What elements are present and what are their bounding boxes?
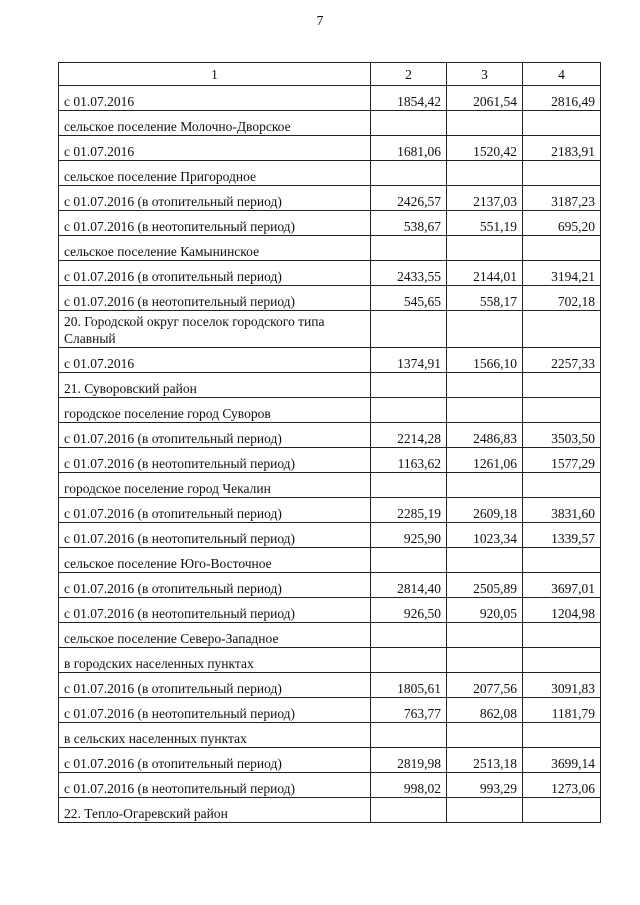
header-col-2: 2 <box>371 63 447 86</box>
row-label-cell: сельское поселение Северо-Западное <box>59 623 371 648</box>
row-value-col-2: 2426,57 <box>371 186 447 211</box>
table-row <box>59 598 601 623</box>
row-label-cell: сельское поселение Пригородное <box>59 161 371 186</box>
row-value-col-4: 3194,21 <box>523 261 601 286</box>
row-value-col-4: 1577,29 <box>523 448 601 473</box>
row-value-col-2: 1163,62 <box>371 448 447 473</box>
table-row <box>59 448 601 473</box>
row-value-col-3 <box>447 623 523 648</box>
row-value-col-3: 1261,06 <box>447 448 523 473</box>
row-value-col-4 <box>523 723 601 748</box>
row-value-col-2: 2214,28 <box>371 423 447 448</box>
row-value-col-3: 1566,10 <box>447 348 523 373</box>
row-value-col-2 <box>371 723 447 748</box>
row-value-col-2: 1374,91 <box>371 348 447 373</box>
table-row <box>59 398 601 423</box>
table-row <box>59 523 601 548</box>
row-value-col-2: 763,77 <box>371 698 447 723</box>
row-value-col-3 <box>447 373 523 398</box>
row-label-cell: городское поселение город Суворов <box>59 398 371 423</box>
table-row <box>59 261 601 286</box>
row-value-col-3 <box>447 798 523 823</box>
row-value-col-4 <box>523 311 601 348</box>
row-value-col-2 <box>371 161 447 186</box>
row-value-col-2 <box>371 623 447 648</box>
table-row <box>59 723 601 748</box>
row-value-col-2: 925,90 <box>371 523 447 548</box>
row-value-col-3: 2061,54 <box>447 86 523 111</box>
row-value-col-3 <box>447 236 523 261</box>
row-value-col-4: 2816,49 <box>523 86 601 111</box>
row-value-col-4 <box>523 548 601 573</box>
row-value-col-3: 2609,18 <box>447 498 523 523</box>
row-value-col-3 <box>447 723 523 748</box>
row-value-col-4 <box>523 111 601 136</box>
row-value-col-2: 1805,61 <box>371 673 447 698</box>
row-value-col-2: 1854,42 <box>371 86 447 111</box>
row-value-col-4: 1181,79 <box>523 698 601 723</box>
row-value-col-4: 1204,98 <box>523 598 601 623</box>
table-row <box>59 311 601 348</box>
row-label-cell: с 01.07.2016 (в неотопительный период) <box>59 773 371 798</box>
header-col-1: 1 <box>59 63 371 86</box>
row-label-cell: с 01.07.2016 (в неотопительный период) <box>59 448 371 473</box>
row-value-col-2: 2814,40 <box>371 573 447 598</box>
row-value-col-3: 2486,83 <box>447 423 523 448</box>
row-value-col-3 <box>447 548 523 573</box>
row-value-col-2 <box>371 548 447 573</box>
row-value-col-3: 2144,01 <box>447 261 523 286</box>
row-value-col-3: 1520,42 <box>447 136 523 161</box>
row-label-cell: с 01.07.2016 (в неотопительный период) <box>59 523 371 548</box>
row-value-col-2 <box>371 111 447 136</box>
row-label-cell: 21. Суворовский район <box>59 373 371 398</box>
table-row <box>59 161 601 186</box>
row-label-cell: сельское поселение Камынинское <box>59 236 371 261</box>
row-value-col-2 <box>371 311 447 348</box>
row-value-col-4 <box>523 623 601 648</box>
table-row <box>59 186 601 211</box>
table-row <box>59 211 601 236</box>
row-label-cell: городское поселение город Чекалин <box>59 473 371 498</box>
table-row <box>59 348 601 373</box>
row-value-col-3: 920,05 <box>447 598 523 623</box>
row-value-col-3: 558,17 <box>447 286 523 311</box>
page-number: 7 <box>316 14 324 29</box>
row-value-col-4: 3091,83 <box>523 673 601 698</box>
row-value-col-4 <box>523 236 601 261</box>
row-value-col-4 <box>523 648 601 673</box>
row-value-col-3: 2513,18 <box>447 748 523 773</box>
row-value-col-2: 1681,06 <box>371 136 447 161</box>
row-value-col-3: 2505,89 <box>447 573 523 598</box>
row-value-col-3: 1023,34 <box>447 523 523 548</box>
row-value-col-2: 926,50 <box>371 598 447 623</box>
table-row <box>59 648 601 673</box>
row-value-col-4: 2183,91 <box>523 136 601 161</box>
row-value-col-3: 993,29 <box>447 773 523 798</box>
row-value-col-3 <box>447 473 523 498</box>
table-row <box>59 373 601 398</box>
row-value-col-4: 2257,33 <box>523 348 601 373</box>
row-value-col-2: 2285,19 <box>371 498 447 523</box>
row-label-cell: с 01.07.2016 (в отопительный период) <box>59 673 371 698</box>
row-value-col-3: 2137,03 <box>447 186 523 211</box>
row-label-cell: сельское поселение Молочно-Дворское <box>59 111 371 136</box>
table-row <box>59 748 601 773</box>
row-label-cell: с 01.07.2016 (в неотопительный период) <box>59 598 371 623</box>
row-value-col-2 <box>371 236 447 261</box>
row-label-cell: с 01.07.2016 (в отопительный период) <box>59 186 371 211</box>
table-row <box>59 473 601 498</box>
row-value-col-4: 702,18 <box>523 286 601 311</box>
row-value-col-4: 3697,01 <box>523 573 601 598</box>
table-header-row <box>59 63 601 86</box>
row-value-col-2: 2819,98 <box>371 748 447 773</box>
row-value-col-2: 545,65 <box>371 286 447 311</box>
row-value-col-3: 862,08 <box>447 698 523 723</box>
table-row <box>59 286 601 311</box>
row-value-col-2: 998,02 <box>371 773 447 798</box>
row-value-col-2 <box>371 473 447 498</box>
table-row <box>59 136 601 161</box>
table-row <box>59 573 601 598</box>
row-value-col-4 <box>523 798 601 823</box>
row-label-cell: с 01.07.2016 (в неотопительный период) <box>59 698 371 723</box>
row-label-cell: с 01.07.2016 (в отопительный период) <box>59 261 371 286</box>
table-row <box>59 423 601 448</box>
table-row <box>59 798 601 823</box>
tariff-table <box>58 62 601 823</box>
table-row <box>59 623 601 648</box>
row-value-col-2 <box>371 648 447 673</box>
table-row <box>59 498 601 523</box>
row-value-col-2 <box>371 798 447 823</box>
table-row <box>59 773 601 798</box>
row-value-col-4 <box>523 161 601 186</box>
table-row <box>59 698 601 723</box>
row-value-col-4: 3503,50 <box>523 423 601 448</box>
row-value-col-4 <box>523 473 601 498</box>
row-value-col-3 <box>447 311 523 348</box>
row-label-cell: с 01.07.2016 (в отопительный период) <box>59 498 371 523</box>
row-label-cell: в сельских населенных пунктах <box>59 723 371 748</box>
row-value-col-4: 3831,60 <box>523 498 601 523</box>
row-label-cell: в городских населенных пунктах <box>59 648 371 673</box>
row-label-cell: сельское поселение Юго-Восточное <box>59 548 371 573</box>
row-label-cell: с 01.07.2016 (в отопительный период) <box>59 423 371 448</box>
row-label-cell: 20. Городской округ поселок городского типа Славный <box>59 311 371 348</box>
row-value-col-3 <box>447 398 523 423</box>
row-label-cell: с 01.07.2016 (в отопительный период) <box>59 573 371 598</box>
row-value-col-4: 3187,23 <box>523 186 601 211</box>
row-value-col-3: 2077,56 <box>447 673 523 698</box>
table-row <box>59 673 601 698</box>
row-value-col-4: 3699,14 <box>523 748 601 773</box>
table-row <box>59 548 601 573</box>
row-label-cell: с 01.07.2016 (в неотопительный период) <box>59 286 371 311</box>
row-label-cell: с 01.07.2016 (в отопительный период) <box>59 748 371 773</box>
row-value-col-3 <box>447 111 523 136</box>
table-row <box>59 86 601 111</box>
row-value-col-4: 695,20 <box>523 211 601 236</box>
row-value-col-4 <box>523 373 601 398</box>
row-label-cell: 22. Тепло-Огаревский район <box>59 798 371 823</box>
row-value-col-2: 538,67 <box>371 211 447 236</box>
row-value-col-2 <box>371 398 447 423</box>
row-label-cell: с 01.07.2016 <box>59 136 371 161</box>
row-label-cell: с 01.07.2016 <box>59 348 371 373</box>
header-col-4: 4 <box>523 63 601 86</box>
row-label-cell: с 01.07.2016 (в неотопительный период) <box>59 211 371 236</box>
row-value-col-3: 551,19 <box>447 211 523 236</box>
row-value-col-4: 1339,57 <box>523 523 601 548</box>
row-value-col-4 <box>523 398 601 423</box>
row-value-col-2 <box>371 373 447 398</box>
row-value-col-3 <box>447 161 523 186</box>
table-row <box>59 111 601 136</box>
header-col-3: 3 <box>447 63 523 86</box>
row-label-cell: с 01.07.2016 <box>59 86 371 111</box>
row-value-col-4: 1273,06 <box>523 773 601 798</box>
table-row <box>59 236 601 261</box>
row-value-col-2: 2433,55 <box>371 261 447 286</box>
row-value-col-3 <box>447 648 523 673</box>
